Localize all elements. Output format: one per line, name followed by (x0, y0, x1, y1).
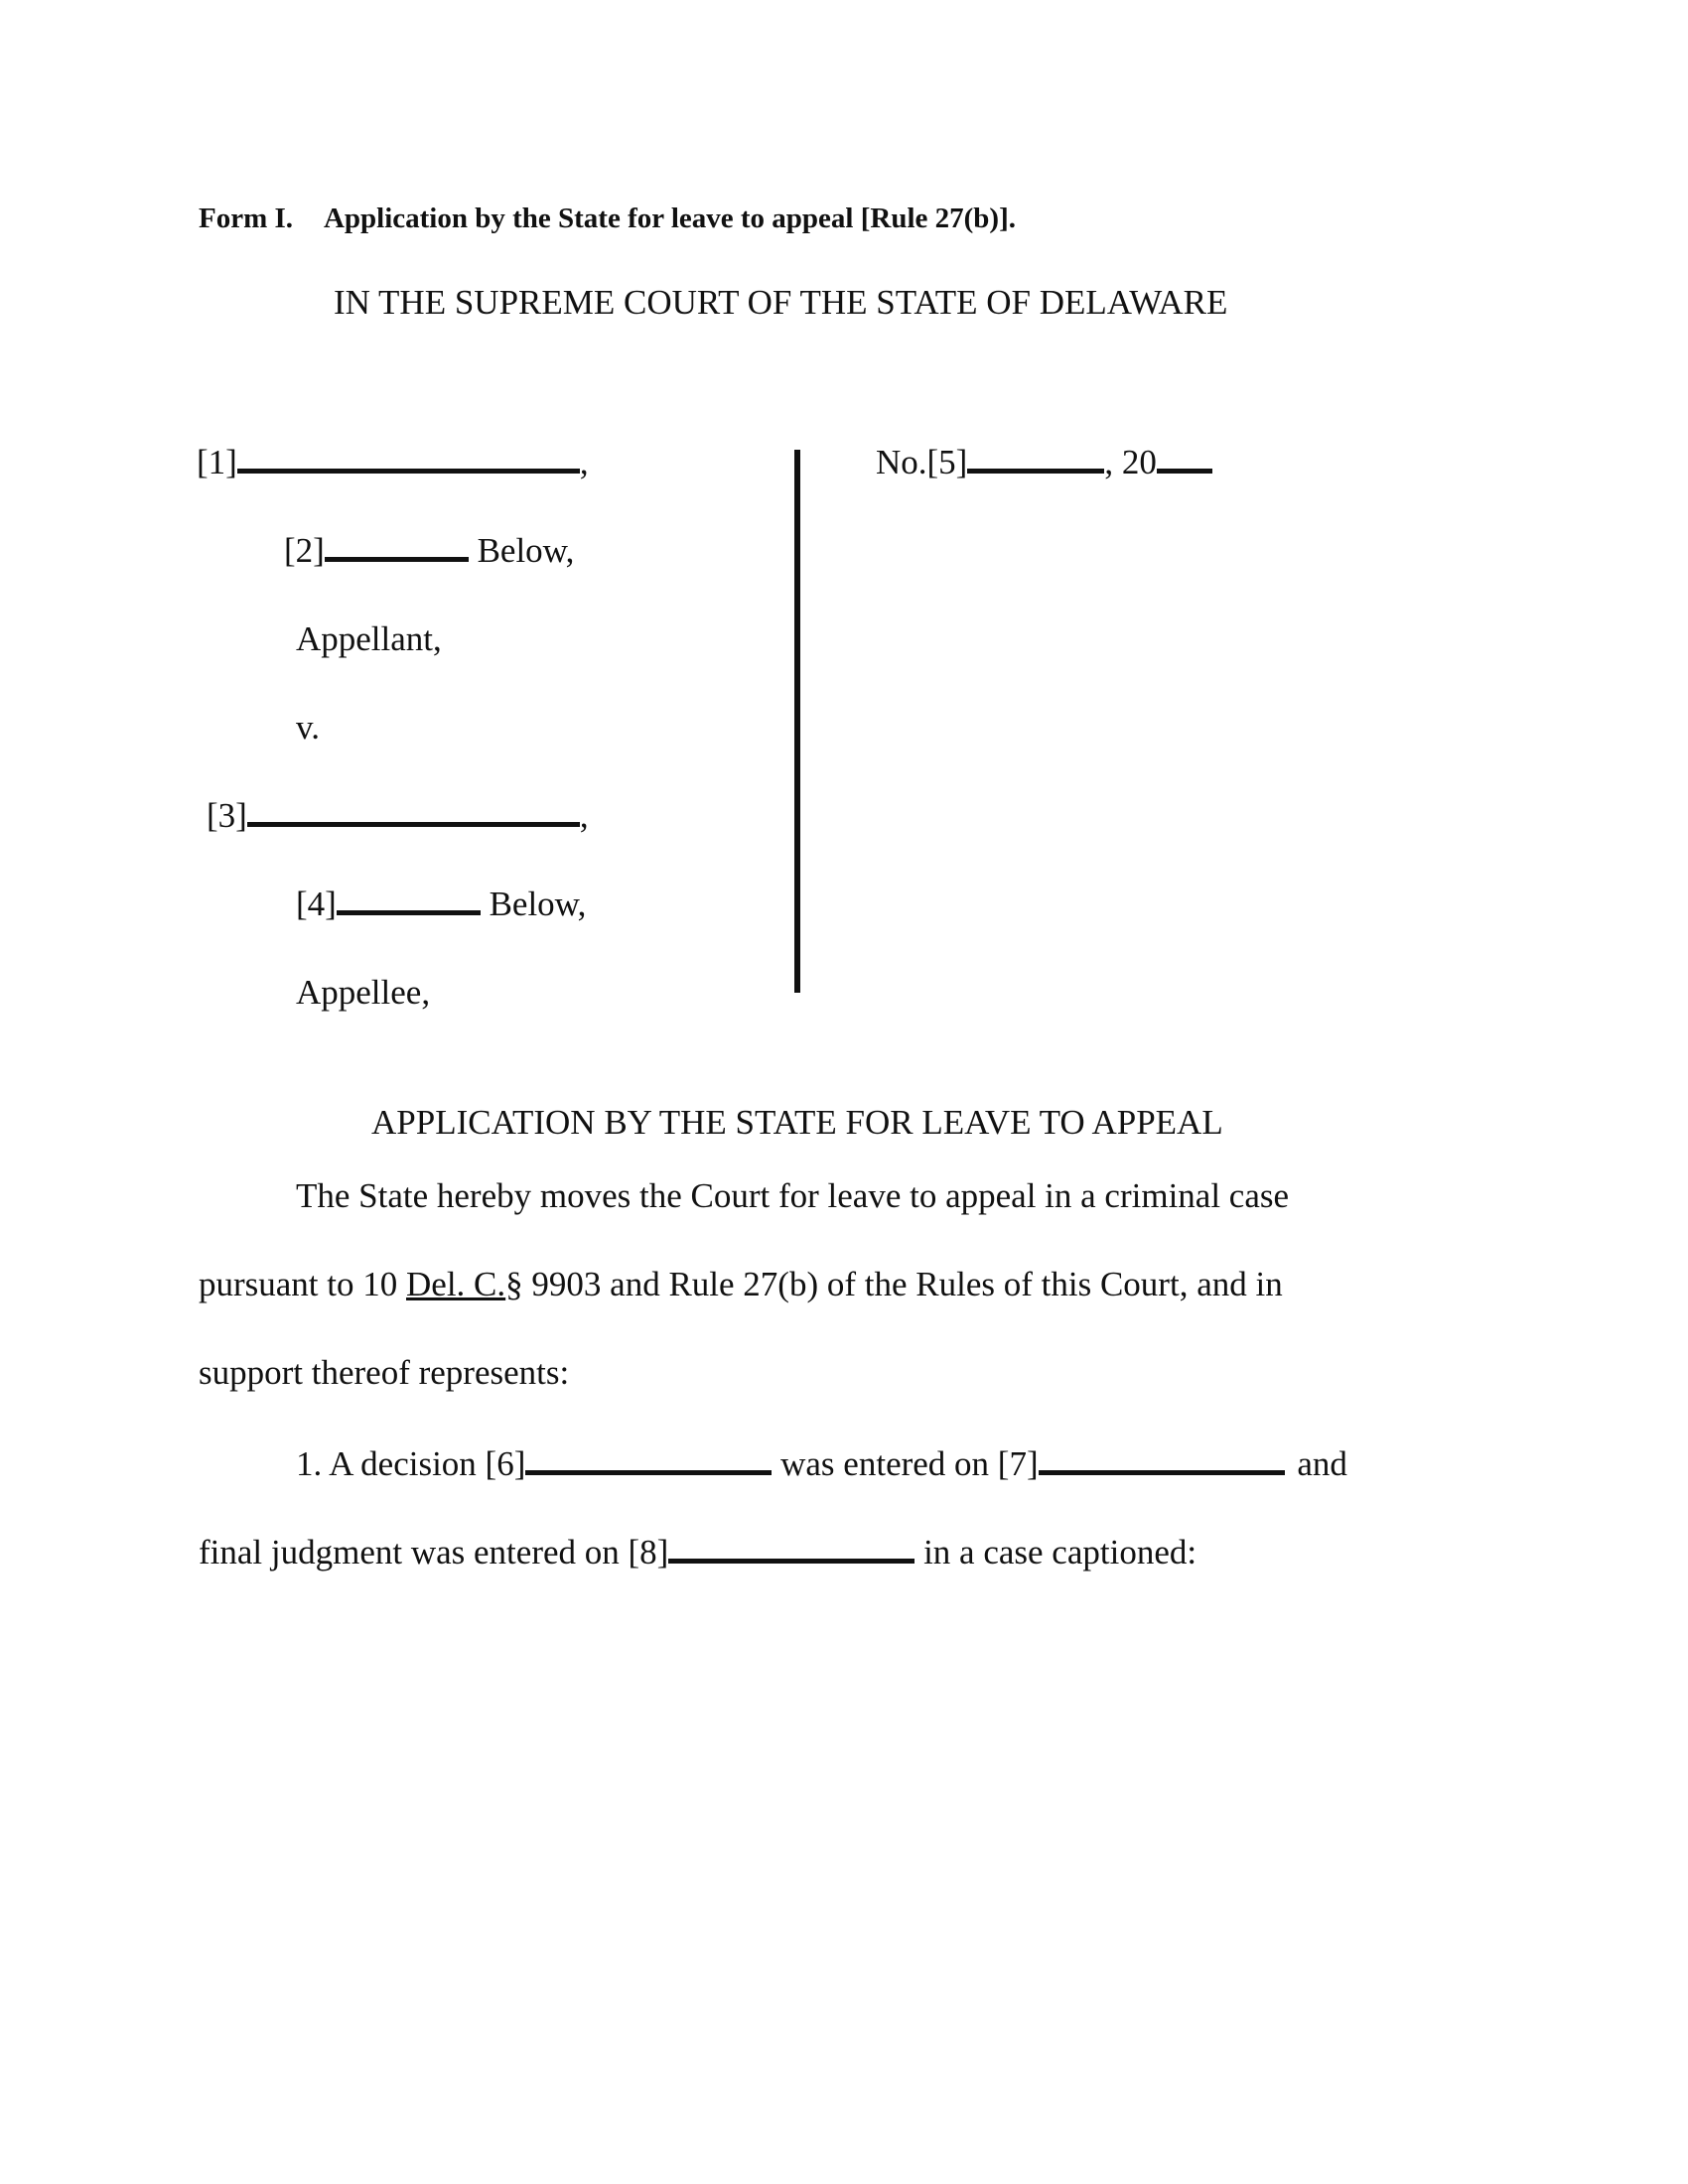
case-captioned-label: in a case captioned: (923, 1533, 1197, 1571)
comma: , (579, 796, 589, 835)
intro-text-a: pursuant to 10 (199, 1265, 407, 1303)
entered-on-label: was entered on [7] (780, 1444, 1039, 1483)
form-heading (199, 202, 1016, 235)
caption-line-party1 (197, 443, 589, 482)
document-title: APPLICATION BY THE STATE FOR LEAVE TO APPEAL (371, 1103, 1223, 1142)
paragraph-1-line-1 (296, 1444, 1347, 1484)
and-label: and (1297, 1444, 1347, 1483)
caption-line-court-below-1 (284, 531, 574, 571)
decision-label: A decision [6] (329, 1444, 526, 1483)
blank-field-6[interactable] (525, 1446, 772, 1475)
field-marker-2: [2] (284, 531, 325, 570)
caption-divider (794, 450, 800, 993)
field-marker-3: [3] (207, 796, 247, 835)
blank-field-5[interactable] (967, 445, 1104, 474)
citation-del-c: Del. C. (406, 1265, 506, 1303)
case-number-line (876, 443, 1212, 482)
blank-field-1[interactable] (237, 445, 580, 474)
case-year-prefix: , 20 (1104, 443, 1157, 481)
below-label-2: Below, (489, 885, 587, 923)
appellee-label: Appellee, (296, 973, 431, 1012)
caption-line-court-below-2 (296, 885, 586, 924)
comma: , (579, 443, 589, 481)
intro-text-b: § 9903 and Rule 27(b) of the Rules of this Court, and in (505, 1265, 1283, 1303)
blank-field-8[interactable] (668, 1535, 914, 1564)
paragraph-number: 1. (296, 1444, 323, 1483)
form-number: Form I. (199, 203, 294, 234)
paragraph-1-line-2 (199, 1533, 1196, 1572)
blank-field-2[interactable] (325, 533, 469, 562)
below-label-1: Below, (477, 531, 575, 570)
field-marker-1: [1] (197, 443, 237, 481)
court-name: IN THE SUPREME COURT OF THE STATE OF DELAWARE (334, 283, 1228, 322)
blank-field-3[interactable] (247, 798, 580, 827)
intro-line-3: support thereof represents: (199, 1353, 570, 1392)
intro-line-2 (199, 1265, 1283, 1304)
blank-field-7[interactable] (1039, 1446, 1285, 1475)
blank-field-4[interactable] (337, 887, 481, 915)
form-title: Application by the State for leave to appeal [Rule 27(b)]. (323, 203, 1016, 234)
final-judgment-label: final judgment was entered on [8] (199, 1533, 669, 1571)
versus-label: v. (296, 708, 320, 747)
field-marker-4: [4] (296, 885, 337, 923)
blank-field-year[interactable] (1157, 445, 1212, 474)
intro-line-1: The State hereby moves the Court for leave to appeal in a criminal case (296, 1176, 1290, 1215)
caption-line-party2 (207, 796, 589, 836)
case-no-prefix: No.[5] (876, 443, 968, 481)
appellant-label: Appellant, (296, 619, 442, 658)
